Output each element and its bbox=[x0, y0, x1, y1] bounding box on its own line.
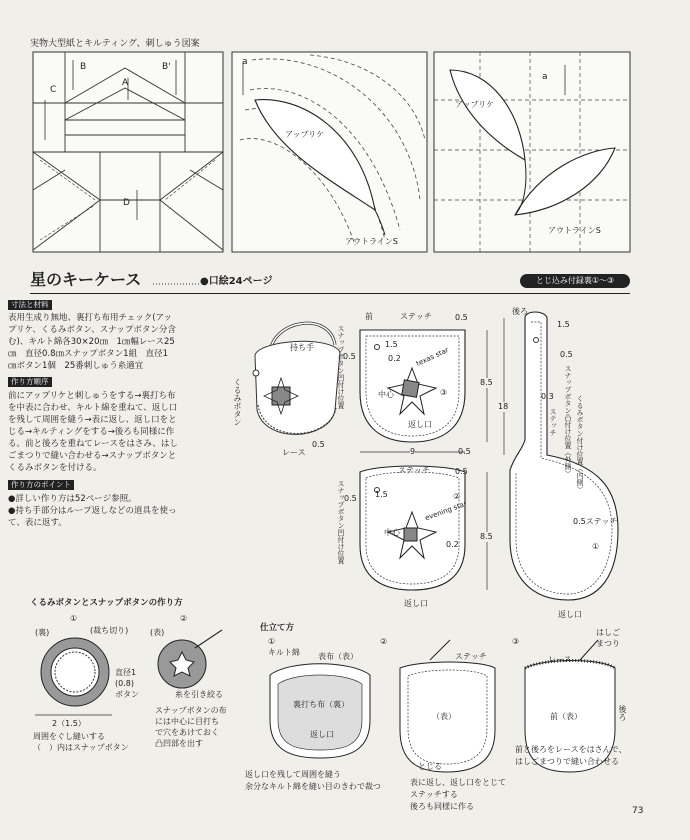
materials-line: 表用生成り無地、裏打ち布用チェック(アッ bbox=[8, 313, 172, 323]
omote-label: （表） bbox=[432, 712, 456, 721]
pattern-badge: とじ込み付録裏①〜③ bbox=[520, 274, 630, 288]
dim: 0.5 bbox=[455, 313, 468, 322]
points-line: て、表に返す。 bbox=[8, 518, 67, 528]
case-illustration-body bbox=[255, 341, 340, 434]
button-how-heading: くるみボタンとスナップボタンの作り方 bbox=[30, 598, 183, 608]
materials-line: ㎝ボタン1個 25番刺しゅう糸適宜 bbox=[8, 361, 144, 371]
assembly-caption: 前と後ろをレースをはさんで、 bbox=[515, 745, 627, 754]
hashigo-label: はしご bbox=[596, 628, 620, 637]
button-label: くるみボタン bbox=[233, 378, 242, 426]
return-label: 返し口 bbox=[310, 730, 334, 739]
order-line: じる→キルティングをする→後ろも同様に作 bbox=[8, 427, 175, 437]
size-dim: 2（1.5） bbox=[52, 719, 86, 728]
front-label: 前 bbox=[365, 312, 373, 321]
length-dim: 18 bbox=[498, 402, 509, 411]
dim: 0.5 bbox=[343, 352, 356, 361]
label-a2: a bbox=[242, 57, 248, 67]
page-number: 73 bbox=[632, 806, 644, 816]
back-label: 後ろ bbox=[618, 705, 627, 721]
order-line: を中表に合わせ、キルト綿を重ねて、返し口 bbox=[8, 403, 178, 413]
label-c: C bbox=[50, 85, 57, 95]
assembly-caption: 返し口を残して周囲を縫う bbox=[245, 770, 341, 779]
cloth-label: 表布（表） bbox=[318, 652, 358, 661]
lining-label: 裏打ち布（裏） bbox=[293, 700, 349, 709]
points-line: ●持ち手部分はループ返しなどの道具を使っ bbox=[8, 506, 177, 516]
dia-label: 直径1 bbox=[115, 668, 137, 677]
dia-snap: (0.8) bbox=[115, 679, 134, 688]
width-dim: 9 bbox=[410, 447, 416, 456]
assembly-caption: はしごまつりで縫い合わせる bbox=[515, 757, 619, 766]
stitch-label: ステッチ bbox=[398, 466, 430, 475]
dim: 0.3 bbox=[541, 392, 554, 401]
snap-position: スナップボタン凹付け位置 bbox=[337, 480, 345, 564]
center-label: 中心 bbox=[384, 528, 400, 537]
stitch-label: ステッチ bbox=[400, 312, 432, 321]
outline-label-2: アウトラインS bbox=[345, 237, 398, 246]
order-heading: 作り方順序 bbox=[8, 377, 52, 387]
snap-position: スナップボタン凹付け位置 bbox=[337, 325, 345, 409]
assembly-caption: ステッチする bbox=[410, 790, 458, 799]
snap-note: スナップボタンの布 bbox=[155, 706, 227, 715]
label-b: B bbox=[80, 62, 87, 72]
dim: 1.5 bbox=[375, 490, 388, 499]
order-line: くるみボタンを付ける。 bbox=[8, 463, 102, 473]
materials-line: プリケ、くるみボタン、スナップボタン分含 bbox=[8, 325, 176, 335]
button-word: ボタン bbox=[115, 690, 139, 699]
handle-label: 持ち手 bbox=[290, 343, 314, 352]
dim: 1.5 bbox=[557, 320, 570, 329]
star-name: texas star bbox=[414, 346, 450, 368]
star-name: evening star bbox=[423, 499, 468, 523]
label-d: D bbox=[123, 198, 130, 208]
snap-note: には中心に目打ち bbox=[155, 717, 219, 726]
pull-label: 糸を引き絞る bbox=[175, 690, 223, 699]
points-heading: 作り方のポイント bbox=[8, 480, 74, 490]
dim: 1.5 bbox=[385, 340, 398, 349]
applique-label-2: アップリケ bbox=[285, 130, 324, 139]
pattern-caption: 実物大型紙とキルティング、刺しゅう図案 bbox=[30, 39, 200, 49]
snap-note: 凸凹部を出す bbox=[155, 739, 203, 748]
snap-outer: スナップボタン凸付け位置（外側） bbox=[564, 365, 572, 477]
wadding-label: キルト綿 bbox=[268, 648, 300, 657]
dim: 0.5 bbox=[458, 447, 471, 456]
piece-number: ③ bbox=[440, 388, 448, 397]
step-number: ② bbox=[180, 614, 188, 623]
close-label: とじる bbox=[418, 762, 442, 771]
ura-label: (裏) bbox=[35, 628, 50, 637]
section-title: 星のキーケース bbox=[30, 270, 142, 289]
order-line: 前にアップリケと刺しゅうをする→裏打ち布 bbox=[8, 391, 176, 401]
plate-ref: ●口絵24ページ bbox=[200, 276, 273, 287]
return-label: 返し口 bbox=[404, 599, 428, 608]
order-line: ごまつりで縫い合わせる→スナップボタンと bbox=[8, 451, 177, 461]
step-number: ③ bbox=[512, 637, 520, 646]
dim: 0.2 bbox=[446, 540, 459, 549]
outline-label-3: アウトラインS bbox=[548, 226, 601, 235]
order-line: を残して周囲を縫う→表に返し、返し口をと bbox=[8, 415, 177, 425]
omote-label: (表) bbox=[150, 628, 165, 637]
stitch-label: ステッチ bbox=[549, 408, 557, 436]
center-label: 中心 bbox=[378, 390, 394, 399]
note-gather: 周囲をぐし縫いする bbox=[33, 732, 105, 741]
step-number: ① bbox=[70, 614, 78, 623]
snap-note: で穴をあけておく bbox=[155, 728, 219, 737]
lace-label: レース bbox=[548, 655, 572, 664]
stitch-label: ステッチ bbox=[455, 652, 487, 661]
order-line: る。前と後ろを重ねてレースをはさみ、はし bbox=[8, 439, 178, 449]
note-snap: （ ）内はスナップボタン bbox=[33, 743, 129, 752]
assembly-heading: 仕立て方 bbox=[260, 623, 295, 633]
points-line: ●詳しい作り方は52ページ参照。 bbox=[8, 494, 137, 504]
dim: 0.5 bbox=[455, 467, 468, 476]
assembly-caption: 表に返し、返し口をとじて bbox=[410, 778, 506, 787]
dim: 0.5 bbox=[560, 350, 573, 359]
height-dim: 8.5 bbox=[480, 532, 493, 541]
height-dim: 8.5 bbox=[480, 378, 493, 387]
front-label: 前（表） bbox=[550, 712, 582, 721]
label-b-prime: B' bbox=[162, 62, 171, 72]
dim: 0.5 bbox=[344, 494, 357, 503]
dim: 0.2 bbox=[388, 354, 401, 363]
piece-number: ① bbox=[592, 542, 600, 551]
materials-line: む)、キルト綿各30×20㎝ 1㎝幅レース25 bbox=[8, 337, 175, 347]
piece-number: ② bbox=[453, 492, 461, 501]
assembly-caption: 後ろも同様に作る bbox=[410, 802, 474, 811]
lace-label: レース bbox=[282, 448, 306, 457]
assembly-caption: 余分なキルト綿を縫い目のきわで裁つ bbox=[245, 782, 381, 791]
matsuri-label: まつり bbox=[596, 639, 620, 648]
cut-label: (裁ち切り) bbox=[90, 626, 129, 635]
step-number: ① bbox=[268, 637, 276, 646]
materials-line: ㎝ 直径0.8㎝スナップボタン1組 直径1 bbox=[8, 349, 168, 359]
back-label: 後ろ bbox=[512, 307, 528, 316]
step-number: ② bbox=[380, 637, 388, 646]
label-a3: a bbox=[542, 72, 548, 82]
applique-label-3: アップリケ bbox=[455, 100, 494, 109]
return-label: 返し口 bbox=[558, 610, 582, 619]
stitch-dim: 0.5ステッチ bbox=[573, 517, 618, 526]
return-label: 返し口 bbox=[408, 420, 432, 429]
label-a: A bbox=[122, 78, 129, 88]
lace-dim: 0.5 bbox=[312, 440, 325, 449]
materials-heading: 寸法と材料 bbox=[8, 300, 52, 310]
button-position: くるみボタン付け位置（内側） bbox=[576, 395, 584, 493]
